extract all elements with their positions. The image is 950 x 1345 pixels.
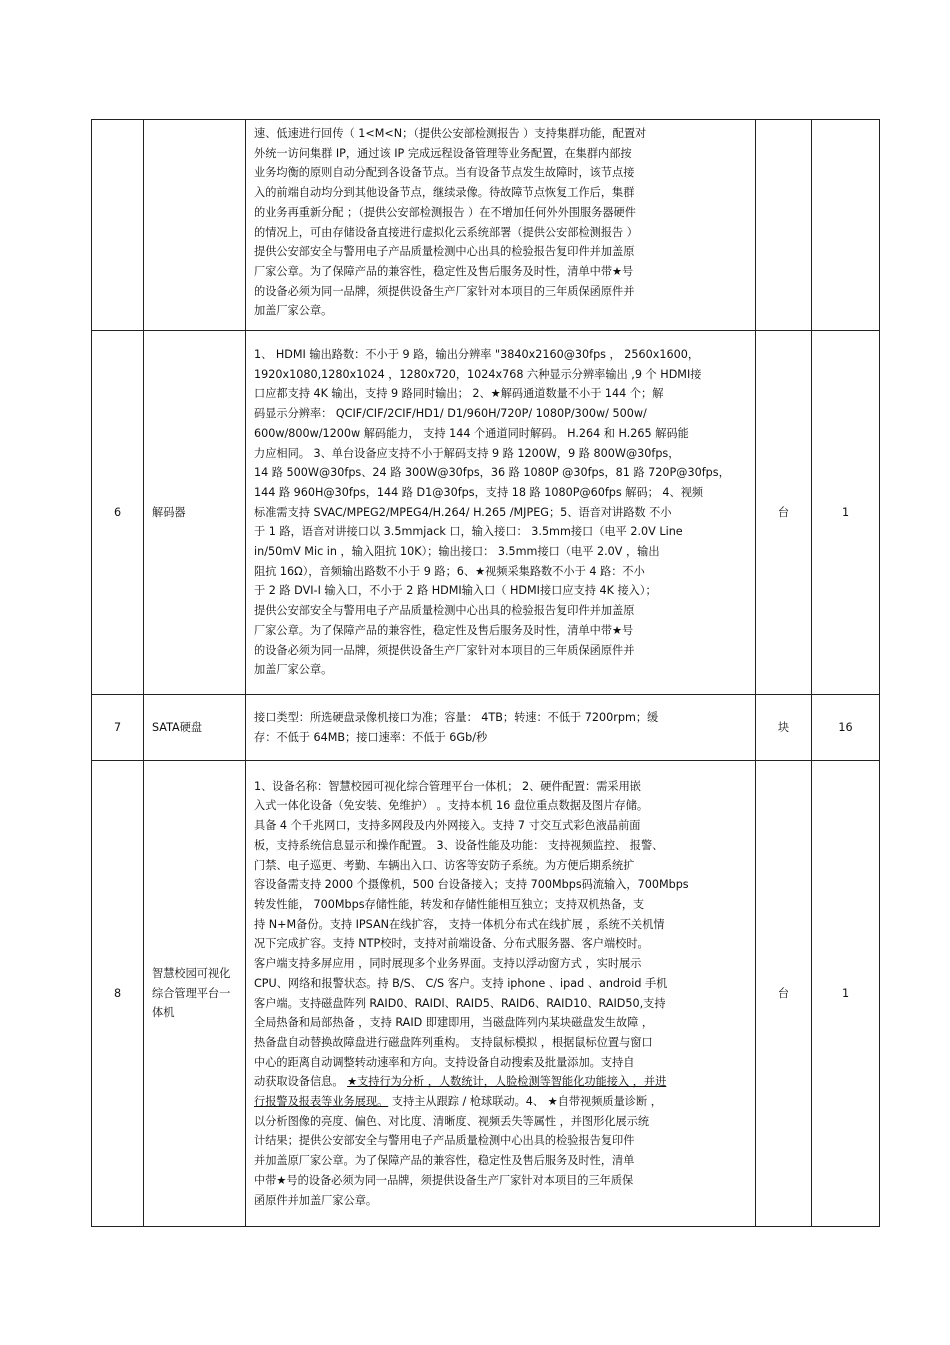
quantity-cell: 1 (812, 331, 880, 695)
unit-cell (756, 120, 812, 331)
spec-text-line: 行报警及报表等业务展现。 支持主从跟踪 / 枪球联动。4、 ★自带视频质量诊断 ， (254, 1095, 662, 1109)
spec-text-line: CPU、网络和报警状态。持 B/S、 C/S 客户。支持 iphone 、ipad 、android 手机 (254, 976, 668, 990)
spec-text-line: 码显示分辨率： QCIF/CIF/2CIF/HD1/ D1/960H/720P/ 1080P/300w/ 500w/ (254, 407, 647, 421)
spec-text-line: 厂家公章。为了保障产品的兼容性，稳定性及售后服务及时性，清单中带★号 (254, 623, 634, 637)
spec-text-line: 以分析图像的亮度、偏色、对比度、清晰度、视频丢失等属性 ，并图形化展示统 (254, 1114, 650, 1128)
unit-cell: 台 (756, 331, 812, 695)
table-row (92, 120, 880, 331)
spec-text-line: 提供公安部安全与警用电子产品质量检测中心出具的检验报告复印件并加盖原 (254, 604, 635, 618)
spec-text-line: 1、 HDMI 输出路数：不小于 9 路，输出分辨率 "3840x2160@30fps ， 2560x1600， (254, 348, 700, 362)
spec-text-line: 接口类型：所选硬盘录像机接口为准；容量： 4TB；转速：不低于 7200rpm；缓 (254, 710, 659, 724)
spec-text-line: 的设备必须为同一品牌，须提供设备生产厂家针对本项目的三年质保函原件并 (254, 643, 635, 657)
spec-table-body (92, 120, 880, 1227)
spec-text-line: 加盖厂家公章。 (254, 663, 333, 677)
spec-text-line: 函原件并加盖厂家公章。 (254, 1193, 378, 1207)
spec-text-line: 阻抗 16Ω），音频输出路数不小于 9 路；6、★视频采集路数不小于 4 路：不小 (254, 564, 645, 578)
spec-text-line: 于 1 路，语音对讲接口以 3.5mmjack 口，输入接口： 3.5mm接口（电平 2.0V Line (254, 525, 683, 539)
spec-text-line: 加盖厂家公章。 (254, 304, 333, 318)
spec-text-line: 144 路 960H@30fps，144 路 D1@30fps，支持 18 路 1080P@60fps 解码； 4、视频 (254, 485, 704, 499)
spec-text-line: 1、设备名称：智慧校园可视化综合管理平台一体机； 2、硬件配置：需采用嵌 (254, 779, 641, 793)
spec-text-line: 的业务再重新分配 ；（提供公安部检测报告 ）在不增加任何外外围服务器硬件 (254, 205, 636, 219)
spec-text-line: 口应都支持 4K 输出，支持 9 路同时输出； 2、★解码通道数量不小于 144 个；解 (254, 387, 664, 401)
quantity-cell (812, 120, 880, 331)
spec-text-line: 存：不低于 64MB；接口速率：不低于 6Gb/秒 (254, 730, 488, 744)
spec-text-line: 1920x1080,1280x1024 ，1280x720，1024x768 六种显示分辨率输出 ,9 个 HDMI接 (254, 367, 702, 381)
item-name-cell: 解码器 (144, 331, 246, 695)
item-name-cell: SATA硬盘 (144, 695, 246, 761)
spec-description-cell (246, 695, 756, 761)
spec-text-line: in/50mV Mic in ，输入阻抗 10K）；输出接口： 3.5mm接口（电平 2.0V ，输出 (254, 545, 660, 559)
spec-text-line: 中带★号的设备必须为同一品牌，须提供设备生产厂家针对本项目的三年质保 (254, 1173, 634, 1187)
table-row (92, 695, 880, 761)
spec-text-line: 力应相同。 3、单台设备应支持不小于解码支持 9 路 1200W，9 路 800W@30fps， (254, 446, 680, 460)
row-number-cell: 6 (92, 331, 144, 695)
spec-text-line: 速、低速进行回传（ 1<M<N；（提供公安部检测报告 ）支持集群功能，配置对 (254, 126, 647, 140)
spec-description-cell (246, 761, 756, 1227)
spec-text-line: 转发性能， 700Mbps存储性能，转发和存储性能相互独立；支持双机热备，支 (254, 897, 645, 911)
row-number-cell (92, 120, 144, 331)
spec-text-line: 600w/800w/1200w 解码能力， 支持 144 个通道同时解码。 H.264 和 H.265 解码能 (254, 426, 689, 440)
spec-text-line: 外统一访问集群 IP，通过该 IP 完成远程设备管理等业务配置，在集群内部按 (254, 146, 632, 160)
table-row (92, 331, 880, 695)
spec-text-line: 入式一体化设备（免安装、免维护） 。支持本机 16 盘位重点数据及图片存储。 (254, 799, 649, 813)
spec-text-line: 具备 4 个千兆网口，支持多网段及内外网接入。支持 7 寸交互式彩色液晶前面 (254, 819, 641, 833)
spec-text-line: 况下完成扩容。支持 NTP校时，支持对前端设备、分布式服务器、客户端校时。 (254, 937, 649, 951)
spec-text-line: 客户端。支持磁盘阵列 RAID0、RAIDl、RAID5、RAID6、RAID10、RAID50,支持 (254, 996, 666, 1010)
spec-text-line: 厂家公章。为了保障产品的兼容性，稳定性及售后服务及时性，清单中带★号 (254, 264, 634, 278)
spec-text-line: 的情况上，可由存储设备直接进行虚拟化云系统部署（提供公安部检测报告 ） (254, 225, 638, 239)
spec-text-line: 标准需支持 SVAC/MPEG2/MPEG4/H.264/ H.265 /MJPEG；5、语音对讲路数 不小 (254, 505, 672, 519)
item-name-cell: 智慧校园可视化综合管理平台一体机 (144, 761, 246, 1227)
spec-text-line: 全局热备和局部热备 ，支持 RAID 即建即用，当磁盘阵列内某块磁盘发生故障 ， (254, 1016, 654, 1030)
spec-text-line: 容设备需支持 2000 个摄像机，500 台设备接入；支持 700Mbps码流输入，700Mbps (254, 878, 689, 892)
spec-text-line: 门禁、电子巡更、考勤、车辆出入口、访客等安防子系统。为方便后期系统扩 (254, 858, 635, 872)
table-row (92, 761, 880, 1227)
spec-text-line: 热备盘自动替换故障盘进行磁盘阵列重构。 支持鼠标模拟 ，根据鼠标位置与窗口 (254, 1035, 653, 1049)
spec-text-line: 提供公安部安全与警用电子产品质量检测中心出具的检验报告复印件并加盖原 (254, 245, 635, 259)
spec-text-line: 计结果；提供公安部安全与警用电子产品质量检测中心出具的检验报告复印件 (254, 1134, 635, 1148)
quantity-cell: 16 (812, 695, 880, 761)
unit-cell: 块 (756, 695, 812, 761)
spec-text-line: 客户端支持多屏应用 ，同时展现多个业务界面。支持以浮动窗方式 ，实时展示 (254, 957, 642, 971)
spec-text-line: 的设备必须为同一品牌，须提供设备生产厂家针对本项目的三年质保函原件并 (254, 284, 635, 298)
spec-text-line: 入的前端自动均分到其他设备节点，继续录像。待故障节点恢复工作后，集群 (254, 186, 635, 200)
spec-text-line: 于 2 路 DVI-I 输入口，不小于 2 路 HDMI输入口（ HDMI接口应支持 4K 接入）； (254, 584, 657, 598)
row-number-cell: 8 (92, 761, 144, 1227)
spec-text-line: 中心的距离自动调整转动速率和方向。支持设备自动搜索及批量添加。支持自 (254, 1055, 635, 1069)
spec-text-line: 持 N+M备份。支持 IPSAN在线扩容， 支持一体机分布式在线扩展 ，系统不关机情 (254, 917, 665, 931)
row-number-cell: 7 (92, 695, 144, 761)
spec-text-line: 并加盖原厂家公章。为了保障产品的兼容性，稳定性及售后服务及时性，清单 (254, 1154, 635, 1168)
spec-text-line: 14 路 500W@30fps、24 路 300W@30fps，36 路 1080P @30fps，81 路 720P@30fps， (254, 466, 730, 480)
unit-cell: 台 (756, 761, 812, 1227)
spec-table (91, 119, 880, 1227)
spec-description-cell (246, 331, 756, 695)
spec-text-line: 板，支持系统信息显示和操作配置。 3、设备性能及功能： 支持视频监控、 报警、 (254, 838, 664, 852)
spec-text-line: 业务均衡的原则自动分配到各设备节点。当有设备节点发生故障时，该节点接 (254, 166, 635, 180)
spec-text-line: 动获取设备信息。 ★支持行为分析 ，人数统计，人脸检测等智能化功能接入 ，并进 (254, 1075, 667, 1089)
quantity-cell: 1 (812, 761, 880, 1227)
spec-description-cell (246, 120, 756, 331)
item-name-cell (144, 120, 246, 331)
